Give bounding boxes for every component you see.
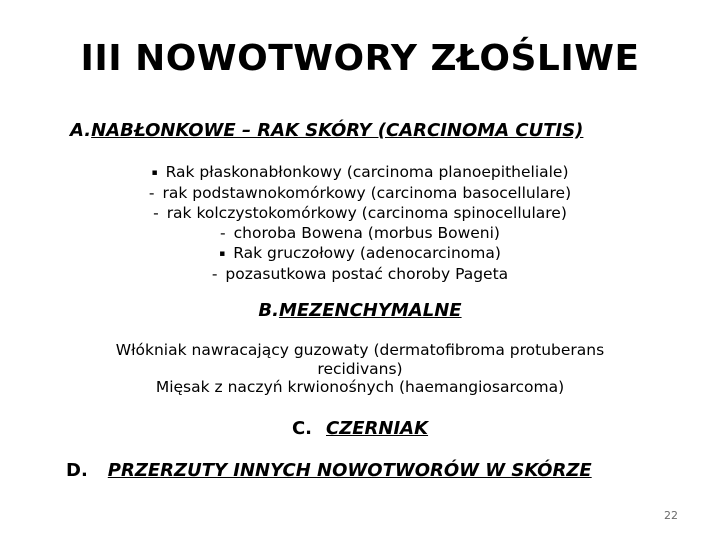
bullet-square-icon: ▪ [151,168,158,178]
section-c-prefix: C. [291,418,312,439]
section-a-title: NABŁONKOWE – RAK SKÓRY (CARCINOMA CUTIS) [91,120,584,141]
list-item [0,162,720,183]
list-item [0,264,720,284]
list-item [0,183,720,203]
bullet-dash-icon: - [211,265,218,283]
slide-title: III NOWOTWORY ZŁOŚLIWE [80,38,640,79]
section-b-heading [0,300,720,321]
list-item-text: choroba Bowena (morbus Boweni) [233,224,500,242]
bullet-square-icon: ▪ [219,249,226,259]
list-item [0,223,720,243]
section-d-heading [66,460,592,481]
list-item-text: Rak płaskonabłonkowy (carcinoma planoepitheliale) [165,163,569,181]
bullet-dash-icon: - [148,184,155,202]
section-a-heading [70,120,583,141]
section-d-title: PRZERZUTY INNYCH NOWOTWORÓW W SKÓRZE [107,460,592,481]
page-number: 22 [664,509,678,522]
list-item-text: rak podstawnokomórkowy (carcinoma basocellulare) [162,184,572,202]
section-c-title: CZERNIAK [326,418,429,439]
mesenchymal-list [0,341,720,397]
mesenchymal-line: Włókniak nawracający guzowaty (dermatofibroma protuberans [115,341,605,359]
mesenchymal-line: Mięsak z naczyń krwionośnych (haemangiosarcoma) [155,378,565,396]
section-a-prefix: A. [70,120,92,141]
list-item [0,243,720,264]
section-b-title: MEZENCHYMALNE [278,300,462,321]
list-item-text: rak kolczystokomórkowy (carcinoma spinocellulare) [166,204,567,222]
mesenchymal-line: recidivans) [317,359,403,378]
list-item-text: Rak gruczołowy (adenocarcinoma) [233,244,501,262]
bullet-dash-icon: - [153,204,159,222]
list-item-text: pozasutkowa postać choroby Pageta [225,265,509,283]
bullet-dash-icon: - [220,224,226,242]
section-c-heading [0,418,720,439]
section-b-prefix: B. [258,300,279,321]
section-d-prefix: D. [66,460,88,481]
epithelial-list [0,162,720,284]
list-item [0,203,720,223]
